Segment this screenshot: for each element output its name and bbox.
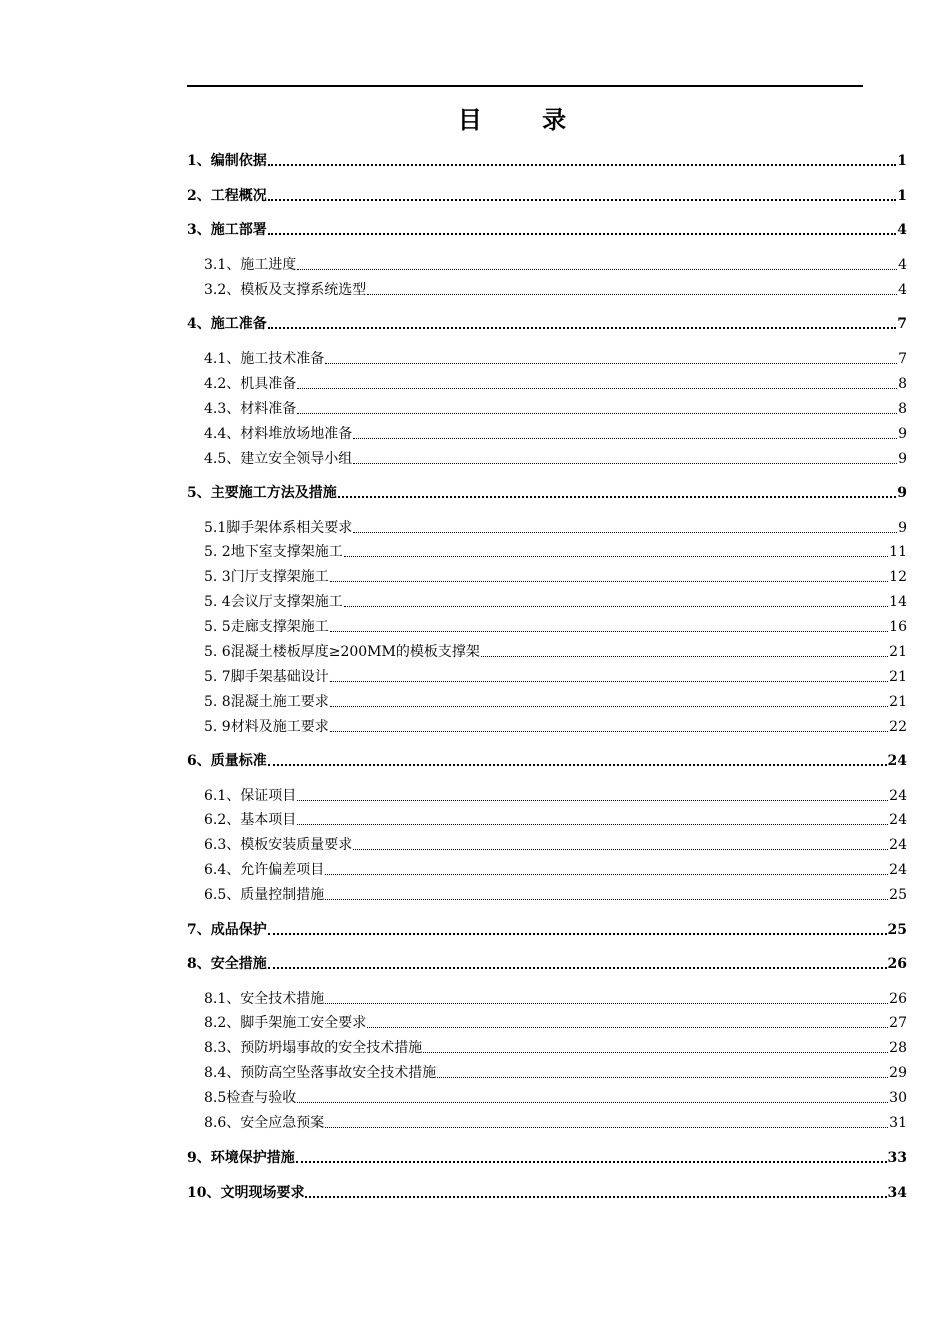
toc-entry[interactable] — [204, 399, 907, 419]
toc-entry-text: 8.4、预防高空坠落事故安全技术措施 — [204, 1065, 437, 1081]
dot-leader — [437, 1076, 888, 1078]
toc-entry[interactable] — [187, 483, 907, 503]
toc-entry-text: 8.2、脚手架施工安全要求 — [204, 1015, 367, 1031]
toc-entry[interactable] — [187, 1183, 907, 1203]
dot-leader — [268, 198, 897, 201]
toc-entry[interactable] — [204, 810, 907, 830]
toc-entry[interactable] — [204, 1113, 907, 1133]
toc-entry-text: 5. 3门厅支撑架施工 — [204, 569, 329, 585]
toc-entry[interactable] — [187, 220, 907, 240]
toc-entry-text: 3.2、模板及支撑系统选型 — [204, 282, 367, 298]
toc-entry[interactable] — [204, 692, 907, 712]
toc-entry-text: 4.4、材料堆放场地准备 — [204, 426, 353, 442]
toc-entry-page: 1 — [897, 153, 907, 169]
toc-entry-text: 5. 8混凝土施工要求 — [204, 694, 329, 710]
toc-entry-text: 6.4、允许偏差项目 — [204, 862, 325, 878]
dot-leader — [296, 1160, 887, 1163]
toc-entry-page: 24 — [889, 812, 907, 828]
dot-leader — [353, 437, 897, 439]
toc-entry[interactable] — [187, 186, 907, 206]
dot-leader — [481, 655, 888, 657]
toc-entry-text: 6.2、基本项目 — [204, 812, 297, 828]
toc-entry-text: 5. 7脚手架基础设计 — [204, 669, 329, 685]
toc-entry-page: 30 — [889, 1090, 907, 1106]
toc-entry-text: 8、安全措施 — [187, 956, 267, 972]
toc-entry-page: 24 — [889, 862, 907, 878]
toc-entry[interactable] — [204, 642, 907, 662]
toc-entry[interactable] — [204, 255, 907, 275]
dot-leader — [297, 823, 888, 825]
dot-leader — [268, 163, 897, 166]
toc-entry-text: 5. 9材料及施工要求 — [204, 719, 329, 735]
toc-entry[interactable] — [204, 617, 907, 637]
toc-entry-page: 21 — [889, 694, 907, 710]
toc-entry[interactable] — [204, 667, 907, 687]
dot-leader — [338, 495, 897, 498]
toc-entry[interactable] — [204, 1038, 907, 1058]
toc-entry-text: 1、编制依据 — [187, 153, 267, 169]
toc-entry-page: 9 — [897, 485, 907, 501]
toc-entry-text: 3.1、施工进度 — [204, 257, 297, 273]
toc-entry[interactable] — [204, 835, 907, 855]
dot-leader — [268, 326, 897, 329]
toc-entry-text: 6.1、保证项目 — [204, 788, 297, 804]
toc-entry-text: 4.2、机具准备 — [204, 376, 297, 392]
toc-entry-page: 14 — [889, 594, 907, 610]
dot-leader — [344, 605, 888, 607]
toc-entry-text: 4.5、建立安全领导小组 — [204, 451, 353, 467]
toc-entry-page: 9 — [898, 426, 907, 442]
toc-entry[interactable] — [187, 314, 907, 334]
toc-entry-page: 9 — [898, 520, 907, 536]
toc-entry-text: 10、文明现场要求 — [187, 1185, 305, 1201]
dot-leader — [268, 932, 887, 935]
dot-leader — [344, 555, 888, 557]
toc-entry-text: 5. 4会议厅支撑架施工 — [204, 594, 343, 610]
toc-title: 目 录 — [457, 105, 593, 134]
header-rule — [187, 85, 863, 87]
toc-entry-page: 27 — [889, 1015, 907, 1031]
dot-leader — [305, 1195, 886, 1198]
toc-entry[interactable] — [187, 920, 907, 940]
toc-entry-page: 7 — [897, 316, 907, 332]
toc-entry[interactable] — [204, 374, 907, 394]
toc-entry-text: 6、质量标准 — [187, 753, 267, 769]
toc-entry[interactable] — [187, 1148, 907, 1168]
toc-entry-text: 6.3、模板安装质量要求 — [204, 837, 353, 853]
toc-entry-page: 25 — [887, 922, 907, 938]
toc-entry[interactable] — [204, 518, 907, 538]
dot-leader — [325, 873, 888, 875]
dot-leader — [268, 966, 887, 969]
toc-entry-text: 5. 5走廊支撑架施工 — [204, 619, 329, 635]
dot-leader — [367, 293, 897, 295]
toc-entry-text: 7、成品保护 — [187, 922, 267, 938]
toc-entry-page: 4 — [898, 257, 907, 273]
dot-leader — [268, 232, 897, 235]
dot-leader — [353, 848, 888, 850]
toc-entry-page: 1 — [897, 188, 907, 204]
toc-entry[interactable] — [204, 860, 907, 880]
dot-leader — [268, 763, 887, 766]
toc-entry-page: 26 — [889, 991, 907, 1007]
toc-entry-text: 5. 2地下室支撑架施工 — [204, 544, 343, 560]
dot-leader — [297, 387, 897, 389]
toc-entry-page: 25 — [889, 887, 907, 903]
dot-leader — [297, 268, 897, 270]
toc-entry-text: 9、环境保护措施 — [187, 1150, 295, 1166]
toc-entry-text: 5、主要施工方法及措施 — [187, 485, 337, 501]
dot-leader — [297, 412, 897, 414]
toc-entry-page: 26 — [887, 956, 907, 972]
toc-entry[interactable] — [187, 954, 907, 974]
toc-entry-text: 2、工程概况 — [187, 188, 267, 204]
toc-entry[interactable] — [204, 989, 907, 1009]
toc-entry-page: 8 — [898, 401, 907, 417]
toc-entry[interactable] — [204, 449, 907, 469]
toc-entry-text: 8.6、安全应急预案 — [204, 1115, 325, 1131]
toc-entry[interactable] — [204, 717, 907, 737]
toc-entry-text: 3、施工部署 — [187, 222, 267, 238]
toc-entry-text: 8.1、安全技术措施 — [204, 991, 325, 1007]
toc-entry-page: 34 — [887, 1185, 907, 1201]
toc-entry-page: 11 — [889, 544, 907, 560]
dot-leader — [325, 362, 897, 364]
toc-entry[interactable] — [204, 567, 907, 587]
toc-entry-text: 6.5、质量控制措施 — [204, 887, 325, 903]
toc-entry[interactable] — [204, 280, 907, 300]
dot-leader — [330, 730, 888, 732]
toc-entry[interactable] — [204, 1013, 907, 1033]
toc-entry-text: 8.3、预防坍塌事故的安全技术措施 — [204, 1040, 423, 1056]
toc-entry[interactable] — [204, 1063, 907, 1083]
toc-entry-page: 29 — [889, 1065, 907, 1081]
dot-leader — [325, 1126, 888, 1128]
dot-leader — [297, 799, 888, 801]
toc-entry-page: 22 — [889, 719, 907, 735]
dot-leader — [423, 1051, 888, 1053]
toc-entry-page: 4 — [897, 222, 907, 238]
toc-entry-page: 4 — [898, 282, 907, 298]
toc-entry[interactable] — [204, 349, 907, 369]
toc-entry[interactable] — [204, 542, 907, 562]
toc-entry-page: 31 — [889, 1115, 907, 1131]
toc-entry[interactable] — [204, 1088, 907, 1108]
toc-entry-page: 28 — [889, 1040, 907, 1056]
toc-entry-text: 4.1、施工技术准备 — [204, 351, 325, 367]
toc-entry[interactable] — [204, 885, 907, 905]
toc-entry-page: 12 — [889, 569, 907, 585]
toc-entry-text: 5.1脚手架体系相关要求 — [204, 520, 353, 536]
toc-entry-page: 24 — [889, 837, 907, 853]
toc-entry-page: 33 — [887, 1150, 907, 1166]
dot-leader — [297, 1101, 888, 1103]
dot-leader — [325, 898, 888, 900]
toc-entry-text: 8.5检查与验收 — [204, 1090, 297, 1106]
toc-entry-page: 16 — [889, 619, 907, 635]
toc-entry-text: 4、施工准备 — [187, 316, 267, 332]
toc-entry-page: 24 — [887, 753, 907, 769]
dot-leader — [353, 462, 897, 464]
toc-entry-page: 8 — [898, 376, 907, 392]
toc-entry[interactable] — [204, 786, 907, 806]
dot-leader — [325, 1002, 888, 1004]
toc-entry[interactable] — [204, 592, 907, 612]
toc-entry-page: 7 — [898, 351, 907, 367]
toc-entry-text: 5. 6混凝土楼板厚度≥200MM的模板支撑架 — [204, 644, 480, 660]
toc-entry[interactable] — [187, 151, 907, 171]
toc-entry[interactable] — [204, 424, 907, 444]
toc-entry[interactable] — [187, 751, 907, 771]
dot-leader — [353, 531, 897, 533]
toc-entry-text: 4.3、材料准备 — [204, 401, 297, 417]
dot-leader — [330, 705, 888, 707]
dot-leader — [330, 680, 888, 682]
toc-entry-page: 9 — [898, 451, 907, 467]
dot-leader — [367, 1026, 888, 1028]
dot-leader — [330, 630, 888, 632]
toc-entry-page: 24 — [889, 788, 907, 804]
toc-entry-page: 21 — [889, 669, 907, 685]
toc-entry-page: 21 — [889, 644, 907, 660]
dot-leader — [330, 580, 888, 582]
